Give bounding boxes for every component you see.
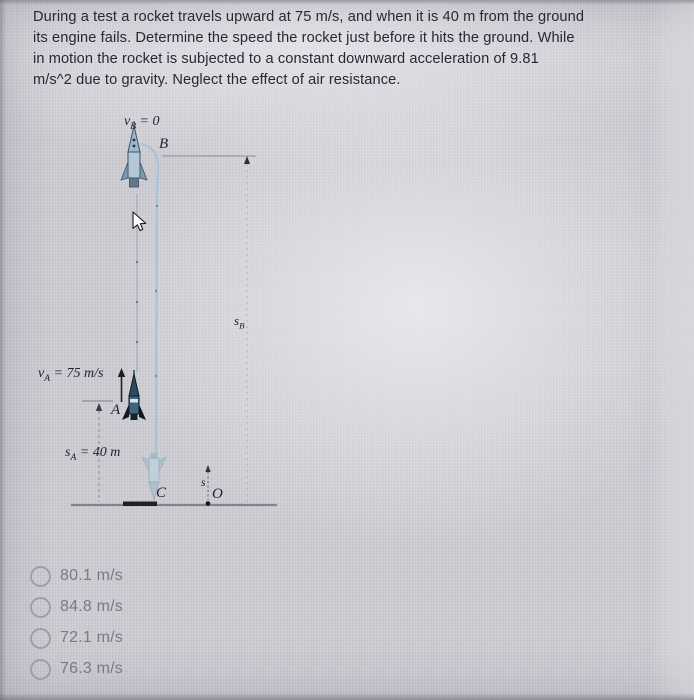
- answer-option-1[interactable]: [30, 566, 123, 586]
- path-dot: [155, 375, 157, 377]
- radio-button[interactable]: [30, 566, 51, 587]
- label-va: $v_A = 75$ m/s: [38, 366, 104, 384]
- va-arrow-head: [118, 368, 125, 377]
- radio-button[interactable]: [30, 597, 51, 618]
- s-arrow-up: [205, 465, 210, 472]
- option-label: 72.1 m/s: [60, 629, 123, 646]
- option-label: 80.1 m/s: [60, 567, 123, 584]
- radio-button[interactable]: [30, 628, 51, 649]
- problem-statement: [33, 7, 633, 91]
- path-dot: [136, 341, 138, 343]
- answer-option-3[interactable]: [30, 628, 123, 648]
- label-vb: $v_B = 0$: [124, 114, 160, 132]
- path-dot: [136, 261, 138, 263]
- path-dot: [156, 205, 158, 207]
- physics-diagram: [0, 110, 300, 522]
- mouse-cursor-icon: [133, 212, 146, 231]
- label-o: O: [212, 486, 223, 502]
- answer-option-4[interactable]: [30, 659, 123, 679]
- origin-dot: [206, 501, 211, 506]
- descent-path-line: [141, 144, 158, 454]
- path-dot: [136, 301, 138, 303]
- rocket-a-icon: [122, 370, 146, 420]
- option-label: 84.8 m/s: [60, 598, 123, 615]
- launch-pad: [123, 502, 157, 507]
- path-dot: [155, 290, 157, 292]
- problem-text-line: m/s^2 due to gravity. Neglect the effect of air resistance.: [33, 72, 401, 88]
- problem-text-line: in motion the rocket is subjected to a constant downward acceleration of 9.81: [33, 51, 539, 67]
- radio-button[interactable]: [30, 659, 51, 680]
- option-label: 76.3 m/s: [60, 660, 123, 677]
- sb-arrow-up: [244, 156, 250, 164]
- diagram-canvas: [0, 110, 300, 522]
- label-a: A: [111, 402, 121, 418]
- label-s: s: [201, 477, 206, 489]
- label-c: C: [156, 485, 167, 501]
- answer-option-2[interactable]: [30, 597, 123, 617]
- label-b: B: [159, 136, 169, 152]
- label-sb: $s_B$: [234, 313, 245, 331]
- label-sa: $s_A = 40$ m: [65, 445, 121, 463]
- sa-arrow-up: [96, 403, 102, 411]
- problem-text-line: During a test a rocket travels upward at 75 m/s, and when it is 40 m from the ground: [33, 9, 585, 25]
- problem-text-line: its engine fails. Determine the speed the rocket just before it hits the ground. While: [33, 30, 575, 46]
- answer-options: [30, 566, 123, 690]
